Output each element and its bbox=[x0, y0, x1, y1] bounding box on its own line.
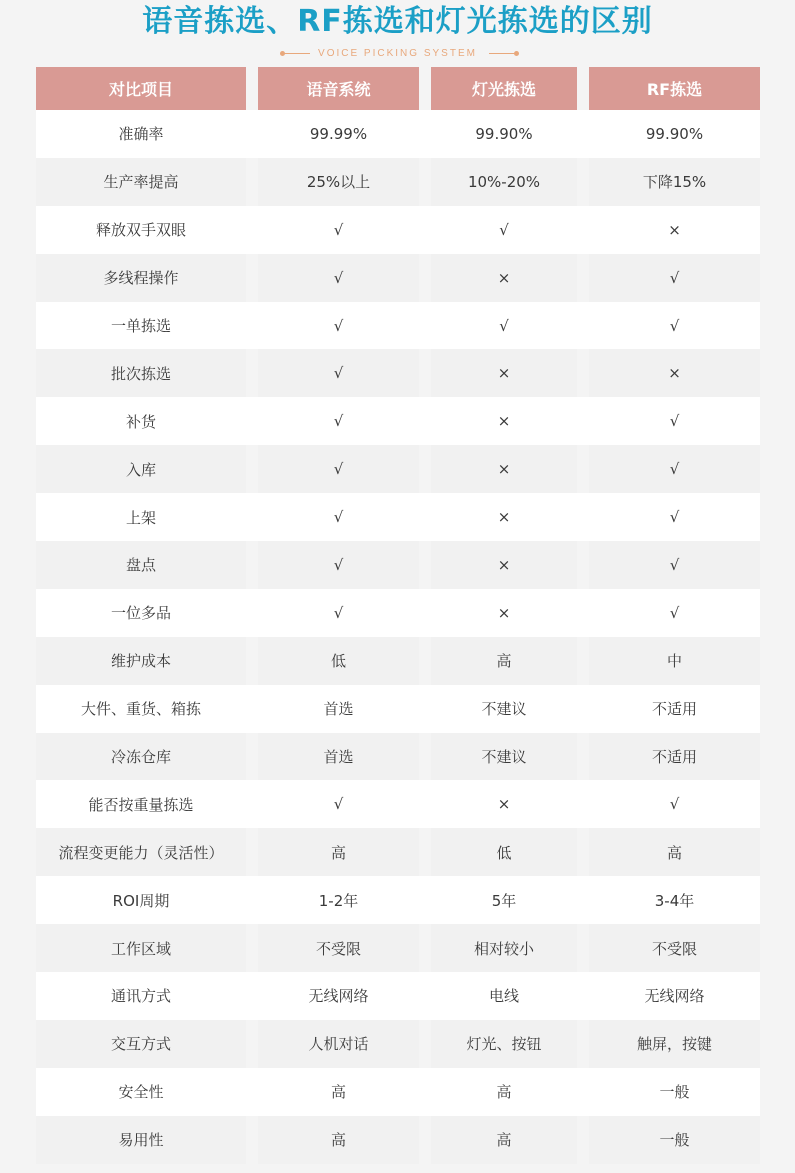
table-row bbox=[36, 685, 760, 733]
table-row bbox=[36, 637, 760, 685]
table-cell: 低 bbox=[258, 637, 419, 685]
table-cell: 下降15% bbox=[589, 158, 760, 206]
table-cell: × bbox=[431, 397, 577, 445]
table-row bbox=[36, 206, 760, 254]
table-cell: √ bbox=[258, 445, 419, 493]
table-cell: 灯光、按钮 bbox=[431, 1020, 577, 1068]
row-label-cell: 准确率 bbox=[36, 110, 246, 158]
row-label-cell: 释放双手双眼 bbox=[36, 206, 246, 254]
subtitle bbox=[318, 46, 477, 62]
table-cell: 高 bbox=[431, 1068, 577, 1116]
table-cell: √ bbox=[258, 349, 419, 397]
table-row bbox=[36, 541, 760, 589]
table-cell: 人机对话 bbox=[258, 1020, 419, 1068]
table-cell: 高 bbox=[258, 1116, 419, 1164]
table-cell: 触屏，按键 bbox=[589, 1020, 760, 1068]
table-cell: 一般 bbox=[589, 1116, 760, 1164]
table-cell: √ bbox=[589, 397, 760, 445]
table-cell: 不受限 bbox=[258, 924, 419, 972]
subtitle-text: VOICE PICKING SYSTEM bbox=[318, 48, 477, 59]
table-cell: 低 bbox=[431, 828, 577, 876]
table-cell: √ bbox=[589, 254, 760, 302]
table-cell: 不受限 bbox=[589, 924, 760, 972]
table-cell: √ bbox=[589, 445, 760, 493]
row-label-cell: 盘点 bbox=[36, 541, 246, 589]
table-cell: 5年 bbox=[431, 876, 577, 924]
subtitle-bar bbox=[0, 41, 795, 57]
table-row bbox=[36, 1116, 760, 1164]
divider-line-right bbox=[489, 53, 515, 54]
table-cell: 99.90% bbox=[589, 110, 760, 158]
row-label-cell: ROI周期 bbox=[36, 876, 246, 924]
table-cell: 不适用 bbox=[589, 685, 760, 733]
table-cell: × bbox=[431, 780, 577, 828]
table-cell: 10%-20% bbox=[431, 158, 577, 206]
table-cell: √ bbox=[258, 302, 419, 350]
table-row bbox=[36, 254, 760, 302]
table-cell: √ bbox=[258, 206, 419, 254]
table-cell: 无线网络 bbox=[589, 972, 760, 1020]
table-row bbox=[36, 1068, 760, 1116]
table-cell: 相对较小 bbox=[431, 924, 577, 972]
table-cell: 电线 bbox=[431, 972, 577, 1020]
table-cell: 首选 bbox=[258, 685, 419, 733]
header-cell: 灯光拣选 bbox=[431, 67, 577, 110]
table-cell: √ bbox=[258, 397, 419, 445]
table-cell: √ bbox=[589, 302, 760, 350]
table-cell: √ bbox=[258, 780, 419, 828]
table-cell: 1-2年 bbox=[258, 876, 419, 924]
table-cell: √ bbox=[258, 254, 419, 302]
table-cell: 高 bbox=[431, 1116, 577, 1164]
table-row bbox=[36, 110, 760, 158]
row-label-cell: 补货 bbox=[36, 397, 246, 445]
table-cell: 25%以上 bbox=[258, 158, 419, 206]
table-cell: 不建议 bbox=[431, 733, 577, 781]
row-label-cell: 多线程操作 bbox=[36, 254, 246, 302]
row-label-cell: 流程变更能力（灵活性） bbox=[36, 828, 246, 876]
table-cell: 高 bbox=[258, 1068, 419, 1116]
row-label-cell: 能否按重量拣选 bbox=[36, 780, 246, 828]
row-label-cell: 大件、重货、箱拣 bbox=[36, 685, 246, 733]
table-cell: 99.90% bbox=[431, 110, 577, 158]
table-row bbox=[36, 397, 760, 445]
row-label-cell: 冷冻仓库 bbox=[36, 733, 246, 781]
row-label-cell: 安全性 bbox=[36, 1068, 246, 1116]
table-row bbox=[36, 445, 760, 493]
table-cell: √ bbox=[258, 541, 419, 589]
table-row bbox=[36, 589, 760, 637]
row-label-cell: 一单拣选 bbox=[36, 302, 246, 350]
table-cell: × bbox=[431, 445, 577, 493]
table-row bbox=[36, 876, 760, 924]
table-row bbox=[36, 780, 760, 828]
row-label-cell: 生产率提高 bbox=[36, 158, 246, 206]
table-cell: × bbox=[431, 541, 577, 589]
divider-dot-right bbox=[514, 51, 519, 56]
table-cell: 高 bbox=[258, 828, 419, 876]
comparison-table bbox=[36, 67, 760, 1164]
table-cell: √ bbox=[589, 589, 760, 637]
header-cell: RF拣选 bbox=[589, 67, 760, 110]
table-cell: 不适用 bbox=[589, 733, 760, 781]
table-cell: 首选 bbox=[258, 733, 419, 781]
table-row bbox=[36, 972, 760, 1020]
header-cell: 对比项目 bbox=[36, 67, 246, 110]
table-cell: 无线网络 bbox=[258, 972, 419, 1020]
table-body bbox=[36, 110, 760, 1164]
table-cell: × bbox=[431, 589, 577, 637]
table-row bbox=[36, 1020, 760, 1068]
page-title: 语音拣选、RF拣选和灯光拣选的区别 bbox=[142, 4, 653, 39]
table-cell: × bbox=[589, 349, 760, 397]
table-cell: √ bbox=[589, 780, 760, 828]
table-header-row bbox=[36, 67, 760, 110]
table-cell: × bbox=[589, 206, 760, 254]
table-cell: √ bbox=[258, 493, 419, 541]
table-cell: × bbox=[431, 493, 577, 541]
table-cell: 高 bbox=[431, 637, 577, 685]
table-cell: √ bbox=[431, 302, 577, 350]
table-row bbox=[36, 828, 760, 876]
table-cell: √ bbox=[258, 589, 419, 637]
table-cell: √ bbox=[431, 206, 577, 254]
table-cell: 中 bbox=[589, 637, 760, 685]
table-cell: 一般 bbox=[589, 1068, 760, 1116]
table-cell: √ bbox=[589, 493, 760, 541]
row-label-cell: 交互方式 bbox=[36, 1020, 246, 1068]
table-cell: √ bbox=[589, 541, 760, 589]
row-label-cell: 通讯方式 bbox=[36, 972, 246, 1020]
table-row bbox=[36, 924, 760, 972]
table-cell: 3-4年 bbox=[589, 876, 760, 924]
row-label-cell: 工作区域 bbox=[36, 924, 246, 972]
row-label-cell: 入库 bbox=[36, 445, 246, 493]
header-cell: 语音系统 bbox=[258, 67, 419, 110]
divider-line-left bbox=[284, 53, 310, 54]
table-cell: 高 bbox=[589, 828, 760, 876]
row-label-cell: 维护成本 bbox=[36, 637, 246, 685]
row-label-cell: 一位多品 bbox=[36, 589, 246, 637]
table-row bbox=[36, 493, 760, 541]
table-cell: × bbox=[431, 254, 577, 302]
table-row bbox=[36, 349, 760, 397]
row-label-cell: 易用性 bbox=[36, 1116, 246, 1164]
table-row bbox=[36, 302, 760, 350]
table-row bbox=[36, 158, 760, 206]
table-cell: × bbox=[431, 349, 577, 397]
row-label-cell: 上架 bbox=[36, 493, 246, 541]
row-label-cell: 批次拣选 bbox=[36, 349, 246, 397]
table-cell: 99.99% bbox=[258, 110, 419, 158]
table-cell: 不建议 bbox=[431, 685, 577, 733]
table-row bbox=[36, 733, 760, 781]
